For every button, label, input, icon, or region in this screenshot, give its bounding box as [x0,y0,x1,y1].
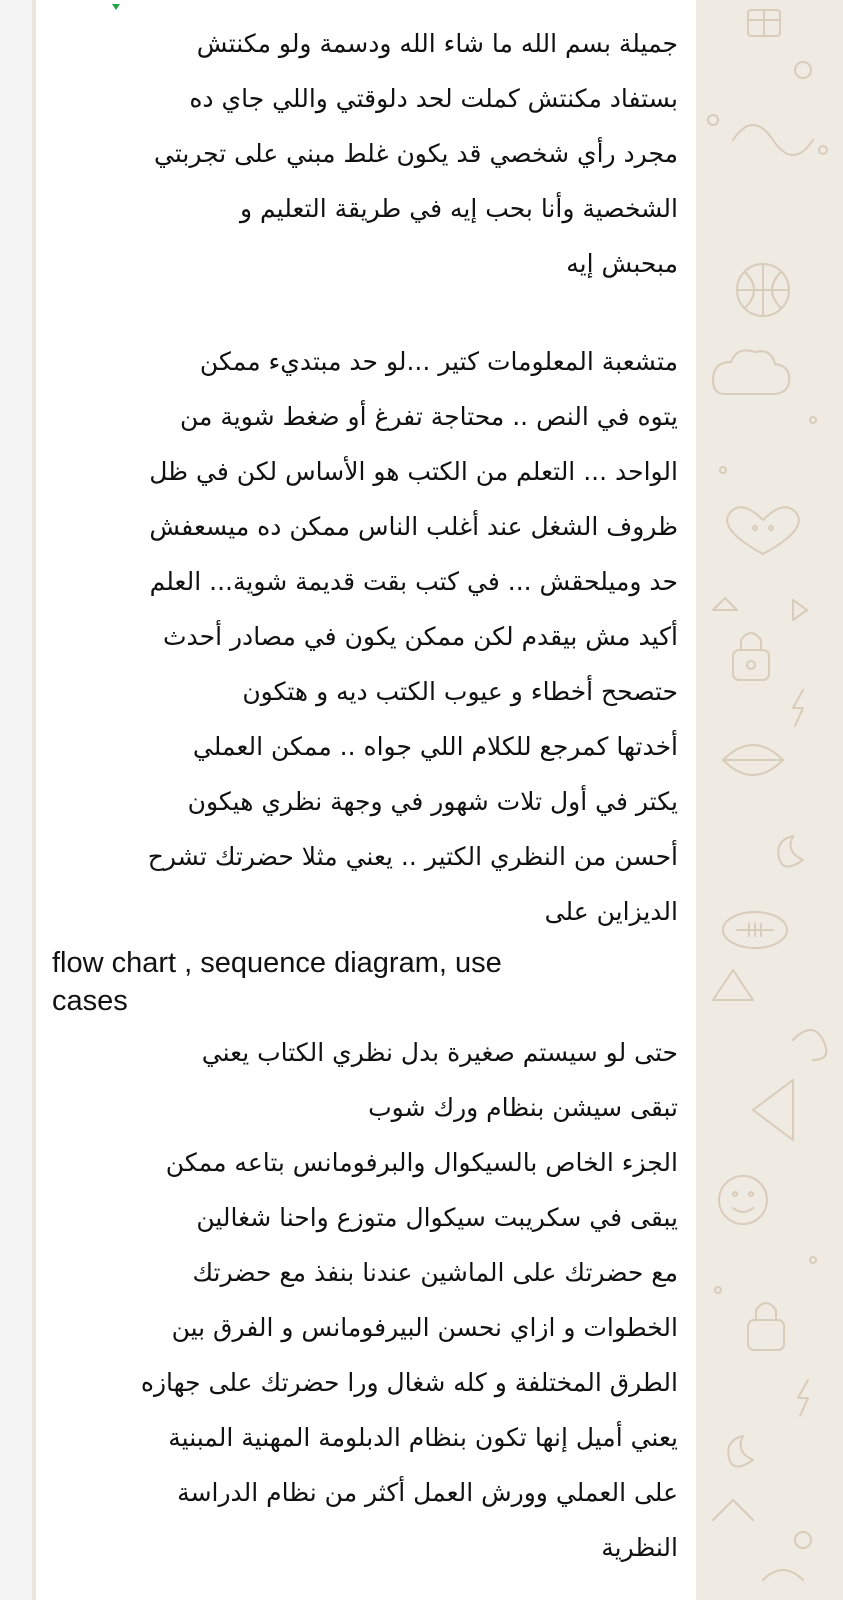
text-line: يبقى في سكريبت سيكوال متوزع واحنا شغالين [196,1203,678,1232]
text-line: على العملي وورش العمل أكثر من نظام الدراسة [177,1478,678,1507]
text-line: يتوه في النص .. محتاجة تفرغ أو ضغط شوية من [180,402,678,431]
text-line: الخطوات و ازاي نحسن البيرفومانس و الفرق بين [171,1313,678,1342]
text-line: cases [52,985,128,1017]
text-line: الجزء الخاص بالسيكوال والبرفومانس بتاعه ممكن [165,1148,678,1177]
paragraph-main [52,334,678,939]
text-line: ظروف الشغل عند أغلب الناس ممكن ده ميسعفش [149,512,678,541]
text-line: أكيد مش بيقدم لكن ممكن يكون في مصادر أحدث [162,622,678,651]
text-line: الطرق المختلفة و كله شغال ورا حضرتك على جهازه [140,1368,678,1397]
paragraph-suggestions [52,1025,678,1575]
text-line: مبحبش إيه [566,249,678,278]
left-margin [0,0,32,1600]
text-line: النظرية [601,1533,678,1562]
text-line: جميلة بسم الله ما شاء الله ودسمة ولو مكنتش [196,29,678,58]
text-line: حتى لو سيستم صغيرة بدل نظري الكتاب يعني [201,1038,678,1067]
text-line: مع حضرتك على الماشين عندنا بنفذ مع حضرتك [192,1258,678,1287]
text-line: يعني أميل إنها تكون بنظام الدبلومة المهنية المبنية [168,1423,678,1452]
text-line: أخدتها كمرجع للكلام اللي جواه .. ممكن العملي [192,732,678,761]
text-line: الواحد ... التعلم من الكتب هو الأساس لكن في ظل [149,457,678,486]
text-line: تبقى سيشن بنظام ورك شوب [368,1093,678,1122]
text-line: مجرد رأي شخصي قد يكون غلط مبني على تجربتي [154,139,678,168]
text-line: أحسن من النظري الكتير .. يعني مثلا حضرتك تشرح [147,842,678,871]
text-line: حد وميلحقش ... في كتب بقت قديمة شوية... العلم [149,567,678,596]
doodle-pattern [693,0,843,1600]
text-line: بستفاد مكنتش كملت لحد دلوقتي واللي جاي ده [189,84,678,113]
tail-marker [112,4,120,10]
text-line: يكتر في أول تلات شهور في وجهة نظري هيكون [187,787,678,816]
text-line: flow chart , sequence diagram, use [52,947,502,979]
chat-wallpaper [693,0,843,1600]
paragraph-intro [52,16,678,291]
paragraph-latin [52,944,678,1020]
text-line: حتصحح أخطاء و عيوب الكتب ديه و هتكون [242,677,678,706]
text-line: الديزاين على [544,897,678,926]
text-line: متشعبة المعلومات كتير ...لو حد مبتديء ممكن [199,347,678,376]
text-line: الشخصية وأنا بحب إيه في طريقة التعليم و [240,194,678,223]
